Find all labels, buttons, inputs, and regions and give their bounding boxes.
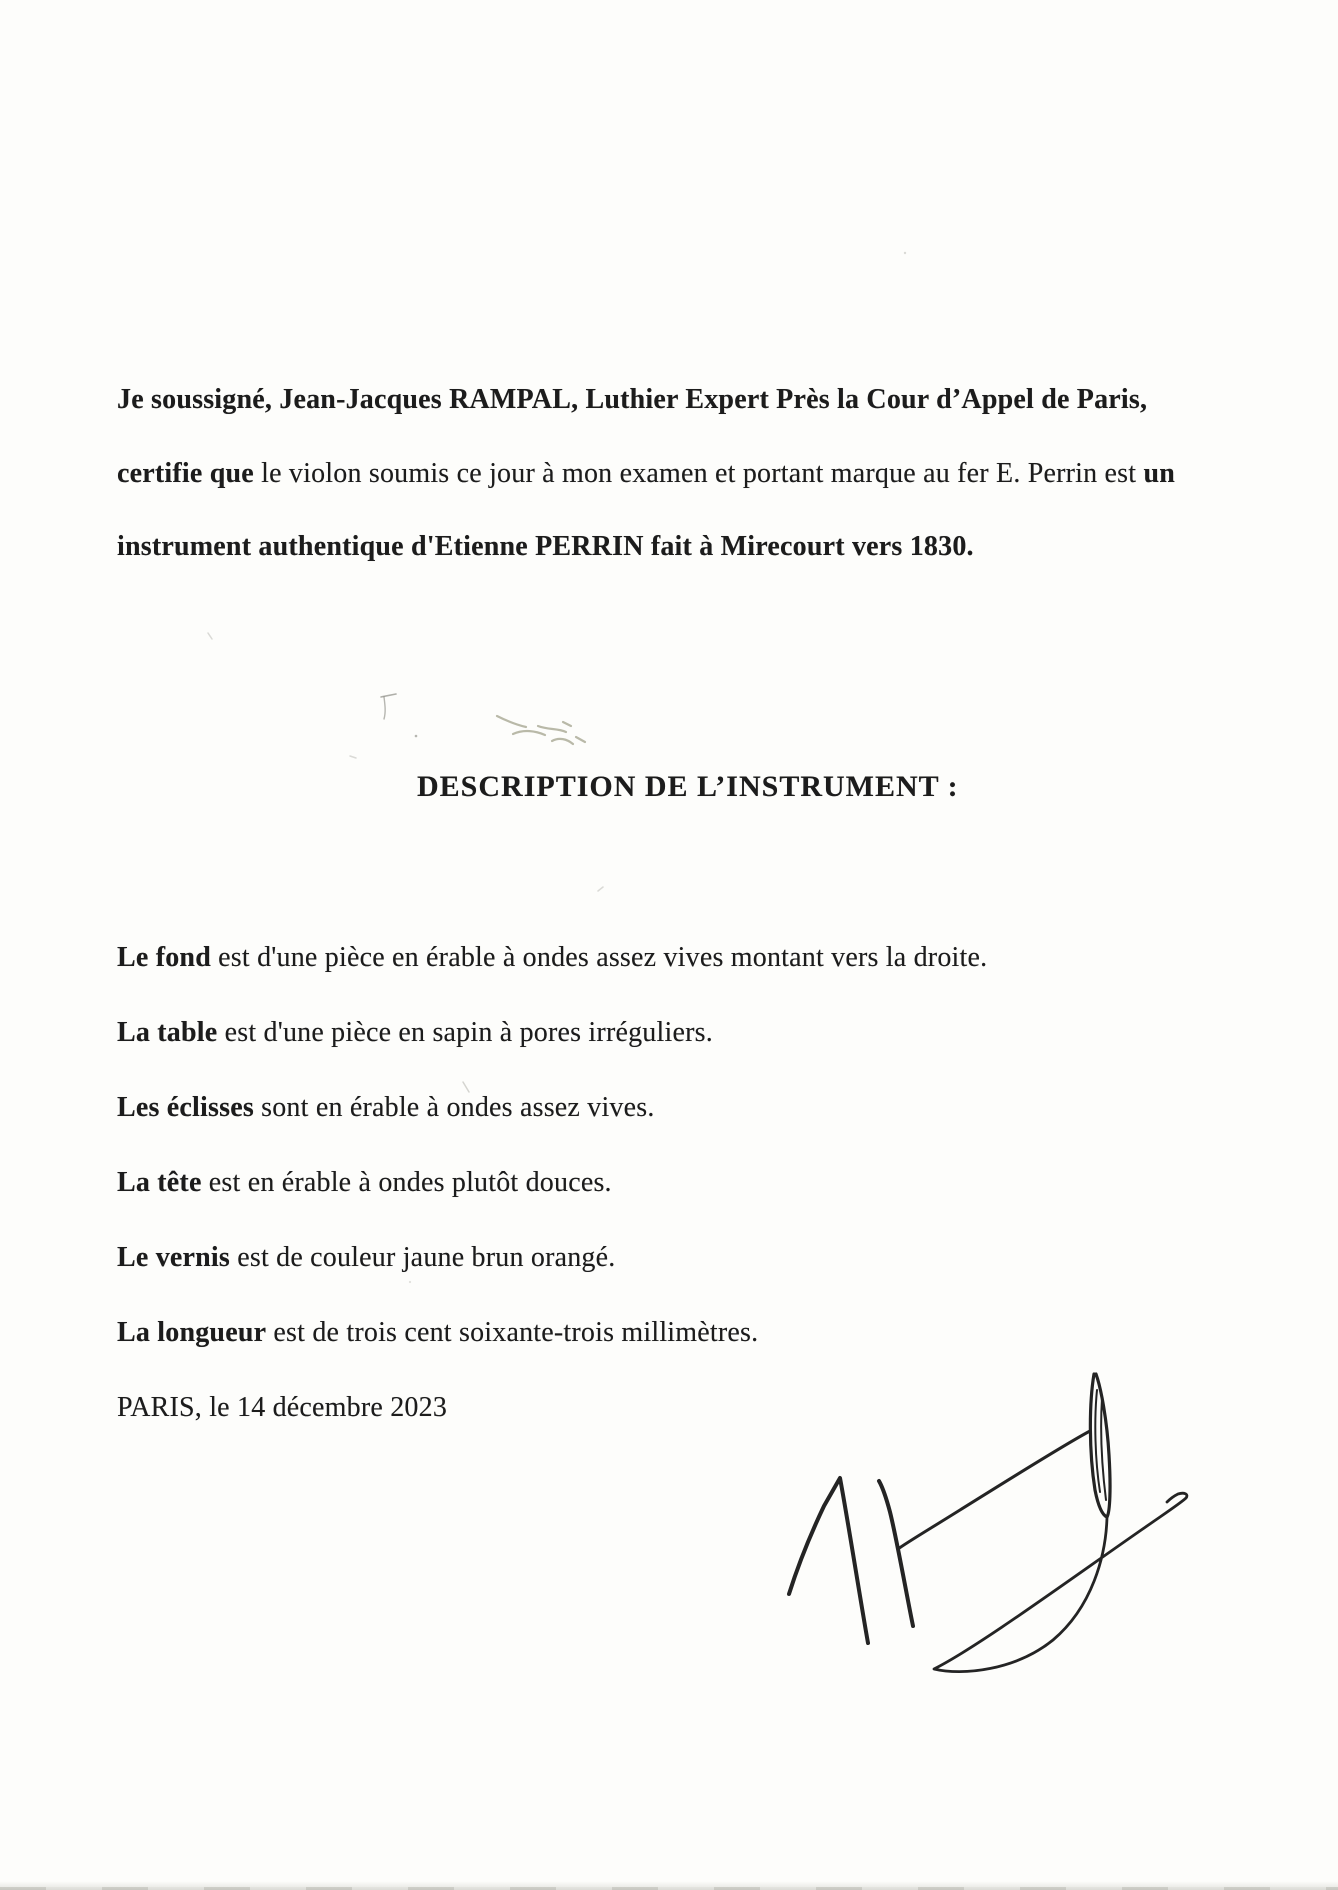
item-label: La table bbox=[117, 1017, 218, 1048]
dateline: PARIS, le 14 décembre 2023 bbox=[117, 1392, 448, 1423]
description-item-fond bbox=[117, 941, 987, 975]
item-text: sont en érable à ondes assez vives. bbox=[253, 1092, 655, 1123]
item-text: est de trois cent soixante-trois millimètres. bbox=[266, 1317, 759, 1348]
signature-handwriting bbox=[789, 1374, 1187, 1672]
item-label: Le vernis bbox=[117, 1242, 231, 1273]
item-label: La longueur bbox=[117, 1317, 267, 1348]
item-label: La tête bbox=[117, 1167, 202, 1198]
pencil-smudge bbox=[381, 694, 417, 737]
intro-line-2-regular: le violon soumis ce jour à mon examen et portant marque au fer E. Perrin est bbox=[253, 458, 1144, 489]
description-item-tete bbox=[117, 1166, 612, 1200]
item-text: est de couleur jaune brun orangé. bbox=[230, 1242, 616, 1273]
description-item-eclisses bbox=[117, 1091, 655, 1125]
intro-line-2-bold-2: un bbox=[1143, 458, 1175, 489]
description-heading: DESCRIPTION DE L’INSTRUMENT : bbox=[417, 770, 959, 803]
item-label: Le fond bbox=[117, 942, 211, 973]
description-item-longueur bbox=[117, 1316, 758, 1350]
description-item-table bbox=[117, 1016, 713, 1050]
description-item-vernis bbox=[117, 1241, 615, 1275]
intro-line-3: instrument authentique d'Etienne PERRIN fait à Mirecourt vers 1830. bbox=[117, 531, 974, 562]
item-label: Les éclisses bbox=[117, 1092, 254, 1123]
intro-line-1: Je soussigné, Jean-Jacques RAMPAL, Luthier Expert Près la Cour d’Appel de Paris, bbox=[117, 384, 1148, 415]
item-text: est en érable à ondes plutôt douces. bbox=[201, 1167, 612, 1198]
intro-line-2 bbox=[117, 457, 1175, 491]
pencil-scribble bbox=[497, 716, 585, 744]
item-text: est d'une pièce en sapin à pores irréguliers. bbox=[217, 1017, 713, 1048]
item-text: est d'une pièce en érable à ondes assez vives montant vers la droite. bbox=[210, 942, 988, 973]
intro-line-2-bold: certifie que bbox=[117, 458, 254, 489]
